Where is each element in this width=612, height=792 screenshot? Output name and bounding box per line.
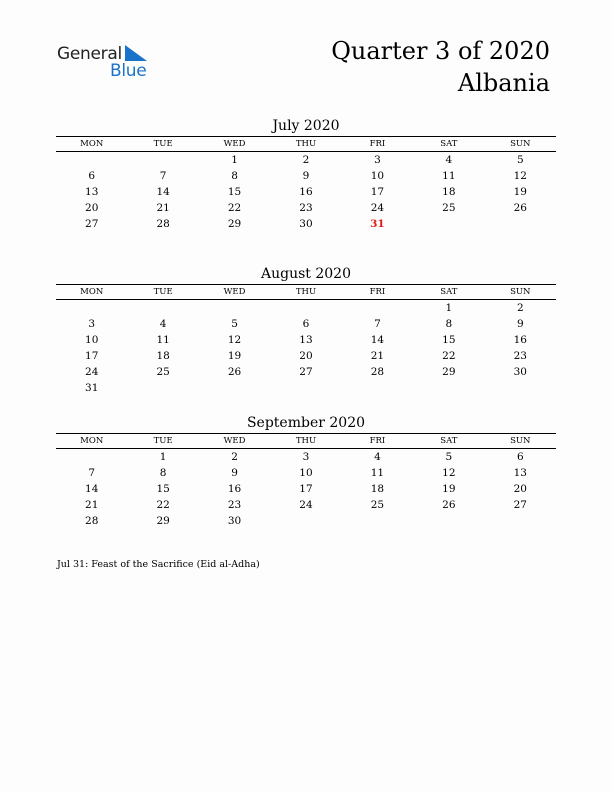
day-cell: 16 (299, 186, 313, 198)
day-cell: 14 (370, 334, 385, 346)
day-cell: 2 (302, 154, 310, 166)
holiday-day-cell: 31 (370, 218, 385, 230)
day-cell: 9 (302, 170, 310, 182)
day-cell: 22 (227, 202, 242, 214)
empty-day-cell (270, 300, 341, 316)
weekday-label: SAT (440, 436, 458, 446)
day-cell: 7 (88, 467, 96, 479)
day-cell: 12 (227, 334, 242, 346)
empty-day-cell (56, 300, 127, 316)
day-grid (56, 300, 556, 396)
day-cell: 7 (159, 170, 167, 182)
day-cell: 25 (442, 202, 456, 214)
logo-text-general: General (57, 44, 122, 64)
weekday-label: FRI (369, 436, 386, 446)
empty-day-cell (342, 380, 413, 396)
day-cell: 8 (445, 318, 453, 330)
day-cell: 26 (442, 499, 456, 511)
day-cell: 28 (156, 218, 170, 230)
weekday-label: WED (223, 436, 246, 446)
day-cell: 17 (85, 350, 99, 362)
empty-day-cell (485, 380, 556, 396)
day-cell: 21 (85, 499, 99, 511)
day-cell: 29 (156, 515, 170, 527)
day-cell: 2 (231, 451, 238, 463)
weekday-label: MON (80, 139, 104, 149)
month-calendar-july (56, 116, 556, 232)
day-grid (56, 152, 556, 232)
weekday-label: SAT (440, 287, 458, 297)
day-cell: 18 (156, 350, 170, 362)
empty-day-cell (270, 513, 341, 529)
weekday-header-row (56, 433, 556, 449)
month-title: July 2020 (272, 118, 340, 134)
day-cell: 23 (227, 499, 242, 511)
weekday-label: SUN (510, 139, 531, 149)
day-cell: 3 (374, 154, 381, 166)
weekday-label: THU (295, 287, 317, 297)
day-cell: 18 (370, 483, 385, 495)
empty-day-cell (485, 216, 556, 232)
empty-day-cell (413, 380, 484, 396)
month-title: September 2020 (246, 415, 366, 431)
empty-day-cell (56, 449, 127, 465)
empty-day-cell (413, 513, 484, 529)
month-title: August 2020 (261, 266, 351, 282)
day-cell: 22 (442, 350, 456, 362)
weekday-label: WED (223, 287, 246, 297)
day-cell: 23 (299, 202, 313, 214)
day-cell: 1 (159, 451, 167, 463)
day-cell: 27 (85, 218, 99, 230)
day-cell: 28 (370, 366, 385, 378)
weekday-label: TUE (153, 287, 173, 297)
day-cell: 11 (156, 334, 170, 346)
empty-day-cell (342, 513, 413, 529)
day-cell: 19 (227, 350, 242, 362)
day-cell: 21 (156, 202, 170, 214)
weekday-header-row (56, 136, 556, 152)
empty-day-cell (485, 513, 556, 529)
weekday-label: WED (223, 139, 246, 149)
day-cell: 20 (299, 350, 313, 362)
empty-day-cell (127, 152, 198, 168)
day-cell: 25 (370, 499, 385, 511)
empty-day-cell (127, 380, 198, 396)
day-cell: 10 (299, 467, 313, 479)
logo-text-blue: Blue (110, 61, 147, 81)
day-cell: 14 (85, 483, 99, 495)
weekday-label: TUE (153, 436, 173, 446)
day-cell: 26 (227, 366, 242, 378)
day-cell: 16 (513, 334, 527, 346)
day-cell: 27 (513, 499, 527, 511)
empty-day-cell (199, 300, 270, 316)
day-cell: 6 (302, 318, 310, 330)
weekday-label: THU (295, 436, 317, 446)
day-cell: 19 (513, 186, 527, 198)
empty-day-cell (270, 380, 341, 396)
holiday-note: Jul 31: Feast of the Sacrifice (Eid al-Adha) (57, 559, 260, 570)
day-cell: 1 (445, 302, 453, 314)
country-name: Albania (457, 69, 550, 97)
empty-day-cell (56, 152, 127, 168)
day-cell: 8 (159, 467, 167, 479)
day-cell: 3 (302, 451, 310, 463)
day-cell: 6 (516, 451, 524, 463)
weekday-label: FRI (369, 287, 386, 297)
weekday-label: SAT (440, 139, 458, 149)
day-cell: 15 (442, 334, 456, 346)
weekday-label: SUN (510, 436, 531, 446)
empty-day-cell (342, 300, 413, 316)
day-cell: 13 (299, 334, 313, 346)
weekday-label: MON (80, 287, 104, 297)
holiday-notes (57, 559, 260, 570)
day-cell: 24 (370, 202, 385, 214)
day-cell: 15 (156, 483, 170, 495)
empty-day-cell (199, 380, 270, 396)
empty-day-cell (127, 300, 198, 316)
day-cell: 23 (513, 350, 527, 362)
day-cell: 24 (299, 499, 313, 511)
day-cell: 24 (85, 366, 99, 378)
day-cell: 10 (370, 170, 385, 182)
day-cell: 17 (299, 483, 313, 495)
day-cell: 4 (159, 318, 167, 330)
day-cell: 5 (231, 318, 238, 330)
day-cell: 30 (513, 366, 527, 378)
day-cell: 5 (445, 451, 453, 463)
day-cell: 13 (513, 467, 527, 479)
day-cell: 30 (299, 218, 313, 230)
month-calendar-august (56, 264, 556, 396)
weekday-label: FRI (369, 139, 386, 149)
day-cell: 3 (88, 318, 96, 330)
day-cell: 5 (516, 154, 524, 166)
logo-triangle-icon (125, 45, 147, 61)
day-cell: 27 (299, 366, 313, 378)
day-cell: 25 (156, 366, 170, 378)
day-grid (56, 449, 556, 529)
day-cell: 4 (374, 451, 381, 463)
page-title: Quarter 3 of 2020 (331, 37, 550, 65)
day-cell: 19 (442, 483, 456, 495)
generalblue-logo (57, 44, 157, 84)
day-cell: 31 (85, 382, 99, 394)
day-cell: 10 (85, 334, 99, 346)
day-cell: 30 (227, 515, 242, 527)
day-cell: 15 (227, 186, 242, 198)
day-cell: 26 (513, 202, 527, 214)
day-cell: 28 (85, 515, 99, 527)
day-cell: 21 (370, 350, 385, 362)
day-cell: 14 (156, 186, 170, 198)
day-cell: 16 (227, 483, 242, 495)
day-cell: 9 (516, 318, 524, 330)
day-cell: 11 (442, 170, 456, 182)
day-cell: 29 (442, 366, 456, 378)
weekday-label: SUN (510, 287, 531, 297)
day-cell: 2 (516, 302, 524, 314)
weekday-label: TUE (153, 139, 173, 149)
day-cell: 8 (231, 170, 238, 182)
day-cell: 20 (85, 202, 99, 214)
day-cell: 9 (231, 467, 238, 479)
day-cell: 17 (370, 186, 385, 198)
month-calendar-september (56, 413, 556, 529)
weekday-label: THU (295, 139, 317, 149)
day-cell: 6 (88, 170, 96, 182)
weekday-label: MON (80, 436, 104, 446)
empty-day-cell (413, 216, 484, 232)
day-cell: 20 (513, 483, 527, 495)
day-cell: 29 (227, 218, 242, 230)
day-cell: 4 (445, 154, 453, 166)
day-cell: 12 (513, 170, 527, 182)
day-cell: 22 (156, 499, 170, 511)
weekday-header-row (56, 284, 556, 300)
day-cell: 18 (442, 186, 456, 198)
day-cell: 12 (442, 467, 456, 479)
day-cell: 11 (370, 467, 385, 479)
day-cell: 1 (231, 154, 238, 166)
day-cell: 7 (374, 318, 381, 330)
day-cell: 13 (85, 186, 99, 198)
